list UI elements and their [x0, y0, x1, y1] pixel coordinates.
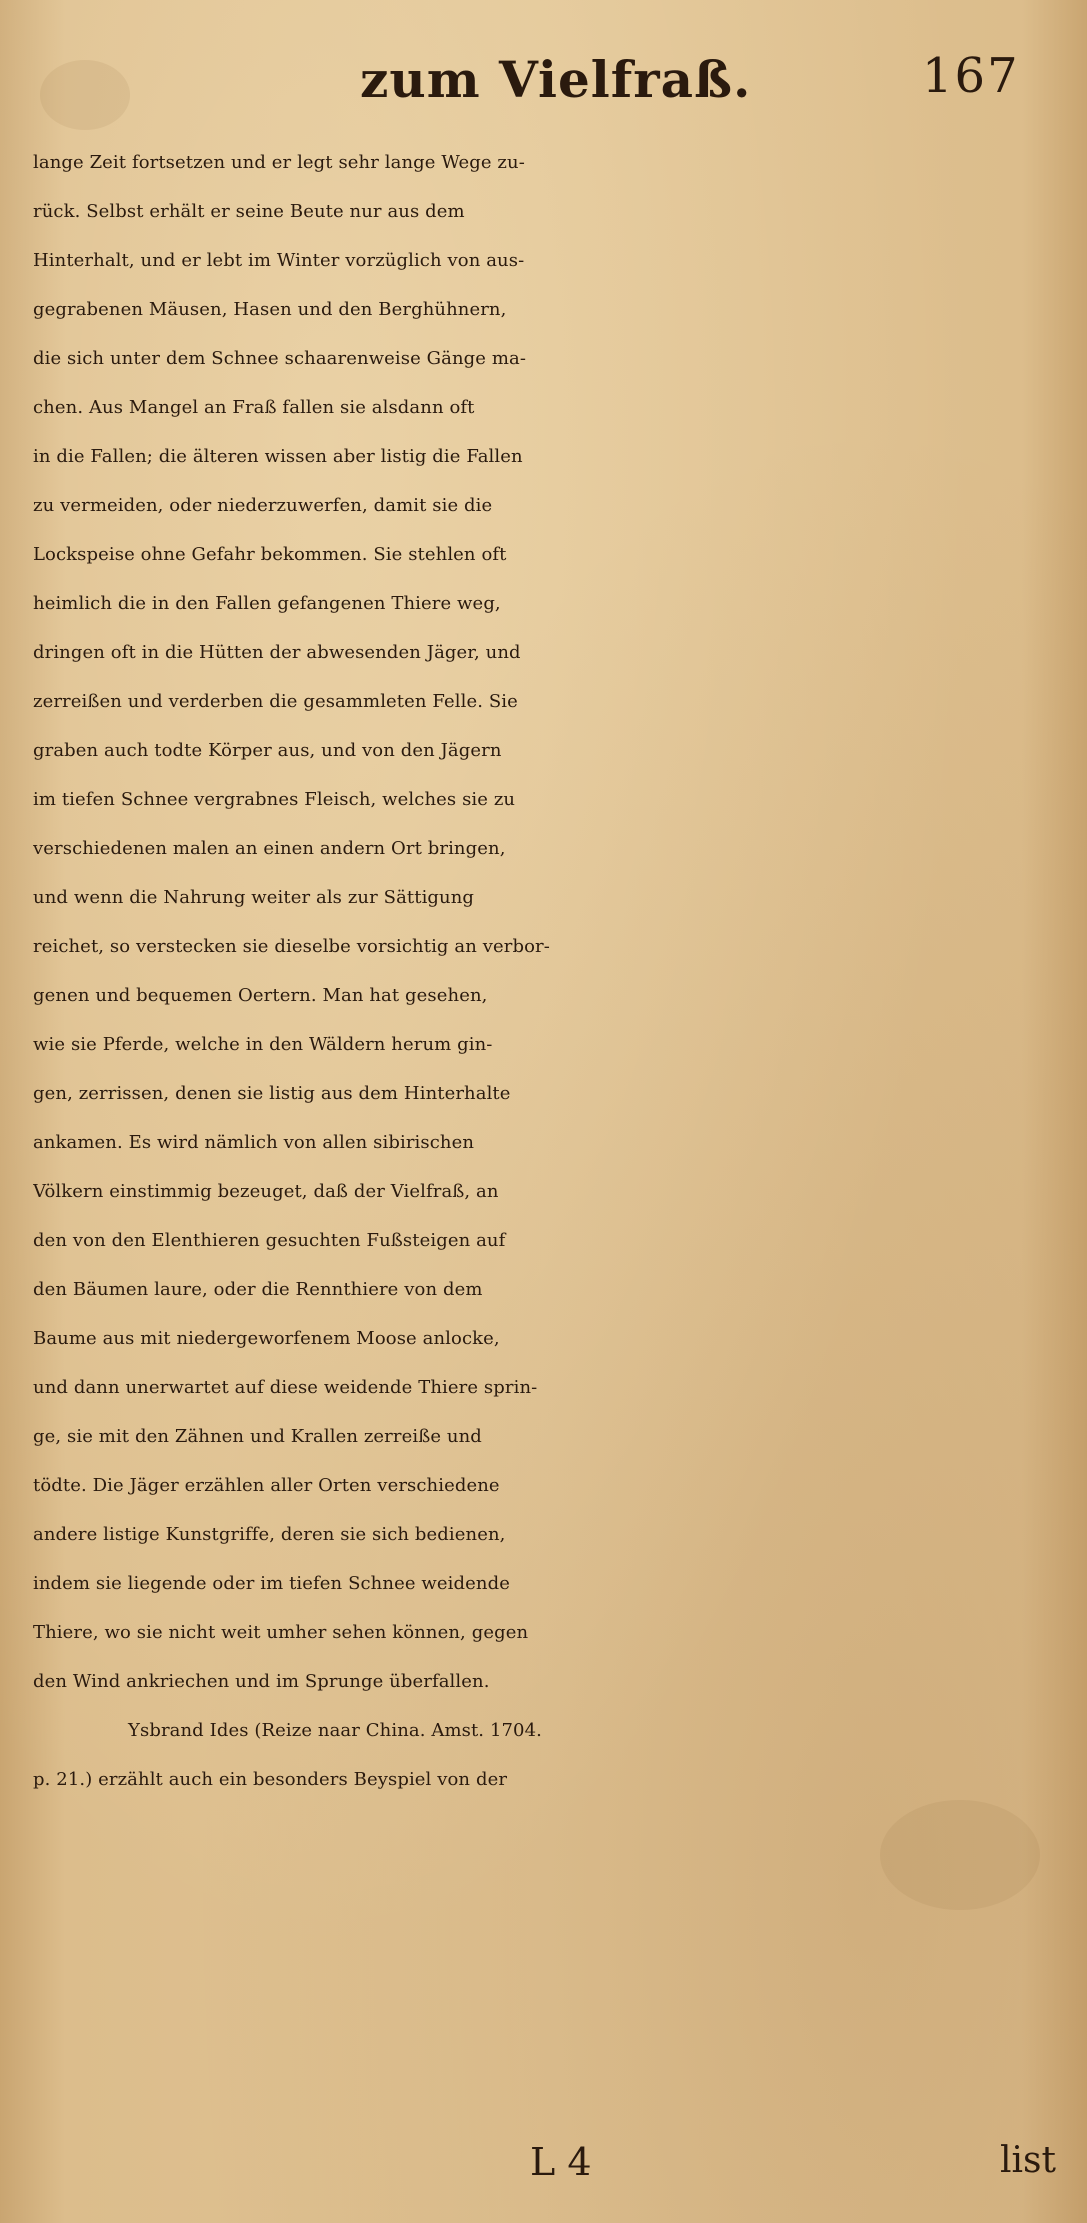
text-line: ge, sie mit den Zähnen und Krallen zerreiße und — [33, 1426, 482, 1447]
text-line: zu vermeiden, oder niederzuwerfen, damit sie die — [33, 495, 493, 516]
text-line: indem sie liegende oder im tiefen Schnee weidende — [33, 1573, 510, 1594]
text-line: graben auch todte Körper aus, und von den Jägern — [33, 740, 502, 761]
text-line: genen und bequemen Oertern. Man hat gesehen, — [33, 985, 488, 1006]
text-line: chen. Aus Mangel an Fraß fallen sie alsdann oft — [33, 397, 475, 418]
text-line: rück. Selbst erhält er seine Beute nur aus dem — [33, 201, 465, 222]
text-line: zerreißen und verderben die gesammleten Felle. Sie — [33, 691, 518, 712]
paper-stain — [880, 1800, 1040, 1910]
text-line: die sich unter dem Schnee schaarenweise Gänge ma- — [33, 348, 527, 369]
text-line: den von den Elenthieren gesuchten Fußsteigen auf — [33, 1230, 506, 1251]
page-footer — [0, 2140, 1087, 2200]
text-line: Baume aus mit niedergeworfenem Moose anlocke, — [33, 1328, 500, 1349]
text-line: wie sie Pferde, welche in den Wäldern herum gin- — [33, 1034, 493, 1055]
text-line: lange Zeit fortsetzen und er legt sehr lange Wege zu- — [33, 152, 525, 173]
text-line: p. 21.) erzählt auch ein besonders Beyspiel von der — [33, 1769, 508, 1790]
running-head: zum Vielfraß. — [360, 50, 752, 109]
text-line: reichet, so verstecken sie dieselbe vorsichtig an verbor- — [33, 936, 550, 957]
text-line: ankamen. Es wird nämlich von allen sibirischen — [33, 1132, 475, 1153]
catchword: list — [1000, 2140, 1056, 2181]
text-line: im tiefen Schnee vergrabnes Fleisch, welches sie zu — [33, 789, 516, 810]
text-line: Ysbrand Ides (Reize naar China. Amst. 1704. — [128, 1720, 542, 1741]
text-line: den Wind ankriechen und im Sprunge überfallen. — [33, 1671, 490, 1692]
text-line: und dann unerwartet auf diese weidende Thiere sprin- — [33, 1377, 538, 1398]
text-line: Völkern einstimmig bezeuget, daß der Vielfraß, an — [33, 1181, 499, 1202]
text-line: heimlich die in den Fallen gefangenen Thiere weg, — [33, 593, 501, 614]
text-line: dringen oft in die Hütten der abwesenden Jäger, und — [33, 642, 521, 663]
text-line: tödte. Die Jäger erzählen aller Orten verschiedene — [33, 1475, 500, 1496]
body-text — [33, 138, 1063, 1804]
text-line: Thiere, wo sie nicht weit umher sehen können, gegen — [33, 1622, 529, 1643]
text-line: Lockspeise ohne Gefahr bekommen. Sie stehlen oft — [33, 544, 507, 565]
page-header — [0, 38, 1087, 118]
text-line: gen, zerrissen, denen sie listig aus dem Hinterhalte — [33, 1083, 511, 1104]
printer-signature: L 4 — [530, 2140, 592, 2184]
text-line: andere listige Kunstgriffe, deren sie sich bedienen, — [33, 1524, 506, 1545]
text-line: den Bäumen laure, oder die Rennthiere von dem — [33, 1279, 483, 1300]
text-line: verschiedenen malen an einen andern Ort bringen, — [33, 838, 506, 859]
text-line: gegrabenen Mäusen, Hasen und den Berghühnern, — [33, 299, 507, 320]
text-line: Hinterhalt, und er lebt im Winter vorzüglich von aus- — [33, 250, 525, 271]
page-number: 167 — [922, 48, 1020, 104]
text-line: und wenn die Nahrung weiter als zur Sättigung — [33, 887, 475, 908]
text-line: in die Fallen; die älteren wissen aber listig die Fallen — [33, 446, 523, 467]
